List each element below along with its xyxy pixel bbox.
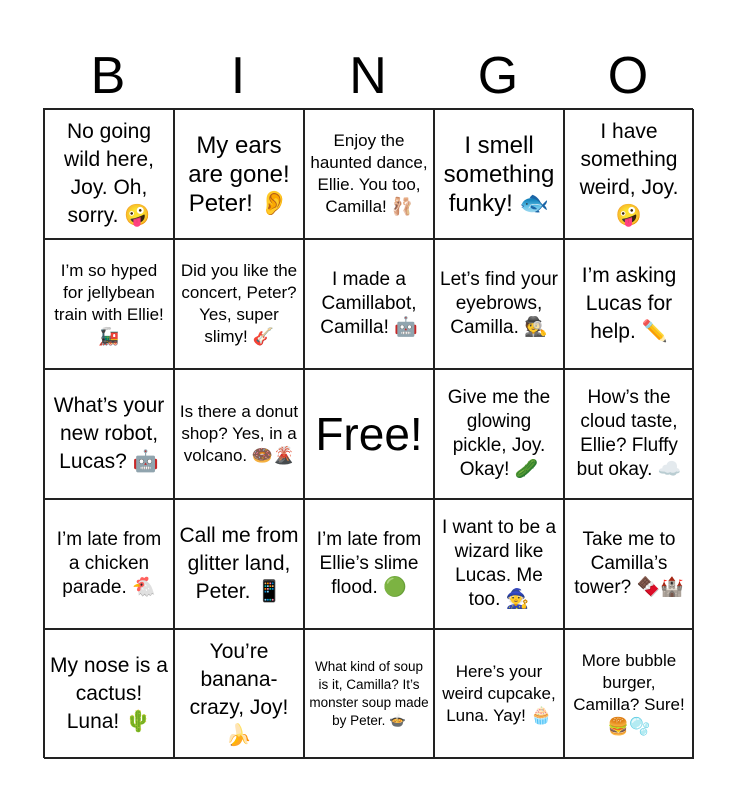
bingo-card-grid [43, 108, 693, 758]
cell-text: I’m late from a chicken parade. 🐔 [56, 529, 162, 598]
bingo-cell[interactable] [44, 239, 174, 369]
cell-text: I have something weird, Joy. 🤪 [579, 120, 679, 227]
bingo-cell[interactable] [564, 109, 694, 239]
header-letter-b: B [90, 47, 126, 105]
bingo-header [43, 44, 693, 108]
bingo-cell[interactable] [434, 629, 564, 759]
free-space-text: Free! [315, 408, 423, 460]
bingo-cell[interactable] [44, 369, 174, 499]
bingo-cell[interactable] [564, 239, 694, 369]
bingo-cell[interactable] [174, 239, 304, 369]
bingo-cell[interactable] [434, 369, 564, 499]
free-space-cell[interactable] [304, 369, 434, 499]
cell-text: I’m asking Lucas for help. ✏️ [581, 264, 677, 343]
header-letter-n: N [349, 47, 387, 105]
bingo-cell[interactable] [564, 629, 694, 759]
bingo-cell[interactable] [174, 369, 304, 499]
cell-text: What kind of soup is it, Camilla? It’s monster soup made by Peter. 🍲 [309, 659, 429, 728]
bingo-cell[interactable] [304, 239, 434, 369]
cell-text: My ears are gone! Peter! 👂 [188, 131, 290, 217]
bingo-cell[interactable] [304, 109, 434, 239]
bingo-cell[interactable] [304, 499, 434, 629]
bingo-cell[interactable] [434, 499, 564, 629]
cell-text: Call me from glitter land, Peter. 📱 [179, 524, 299, 603]
cell-text: I’m late from Ellie’s slime flood. 🟢 [316, 529, 422, 598]
cell-text: How’s the cloud taste, Ellie? Fluffy but okay. ☁️ [576, 387, 682, 480]
cell-text: My nose is a cactus! Luna! 🌵 [50, 654, 168, 733]
cell-text: I want to be a wizard like Lucas. Me too. 🧙 [441, 517, 557, 610]
cell-text: What’s your new robot, Lucas? 🤖 [53, 394, 165, 473]
cell-text: No going wild here, Joy. Oh, sorry. 🤪 [64, 120, 154, 227]
cell-text: Give me the glowing pickle, Joy. Okay! 🥒 [447, 387, 551, 480]
cell-text: I smell something funky! 🐟 [443, 131, 555, 217]
bingo-cell[interactable] [434, 239, 564, 369]
bingo-cell[interactable] [174, 499, 304, 629]
bingo-cell[interactable] [174, 629, 304, 759]
cell-text: Is there a donut shop? Yes, in a volcano. 🍩🌋 [179, 402, 299, 465]
cell-text: More bubble burger, Camilla? Sure! 🍔🫧 [573, 651, 685, 736]
cell-text: Here’s your weird cupcake, Luna. Yay! 🧁 [442, 662, 556, 725]
bingo-cell[interactable] [434, 109, 564, 239]
bingo-cell[interactable] [304, 629, 434, 759]
cell-text: I’m so hyped for jellybean train with Ellie! 🚂 [54, 261, 164, 346]
bingo-cell[interactable] [44, 629, 174, 759]
cell-text: Did you like the concert, Peter? Yes, super slimy! 🎸 [180, 261, 298, 346]
bingo-cell[interactable] [564, 369, 694, 499]
cell-text: You’re banana-crazy, Joy! 🍌 [189, 640, 289, 747]
header-letter-g: G [477, 47, 519, 105]
header-letter-o: O [607, 47, 649, 105]
bingo-cell[interactable] [174, 109, 304, 239]
bingo-cell[interactable] [564, 499, 694, 629]
cell-text: Take me to Camilla’s tower? 🍫🏰 [574, 529, 684, 598]
bingo-cell[interactable] [44, 499, 174, 629]
header-letter-i: I [230, 47, 246, 105]
cell-text: Enjoy the haunted dance, Ellie. You too, Camilla! 🩰 [310, 131, 428, 216]
bingo-cell[interactable] [44, 109, 174, 239]
cell-text: Let’s find your eyebrows, Camilla. 🕵️ [440, 269, 558, 338]
cell-text: I made a Camillabot, Camilla! 🤖 [320, 269, 418, 338]
